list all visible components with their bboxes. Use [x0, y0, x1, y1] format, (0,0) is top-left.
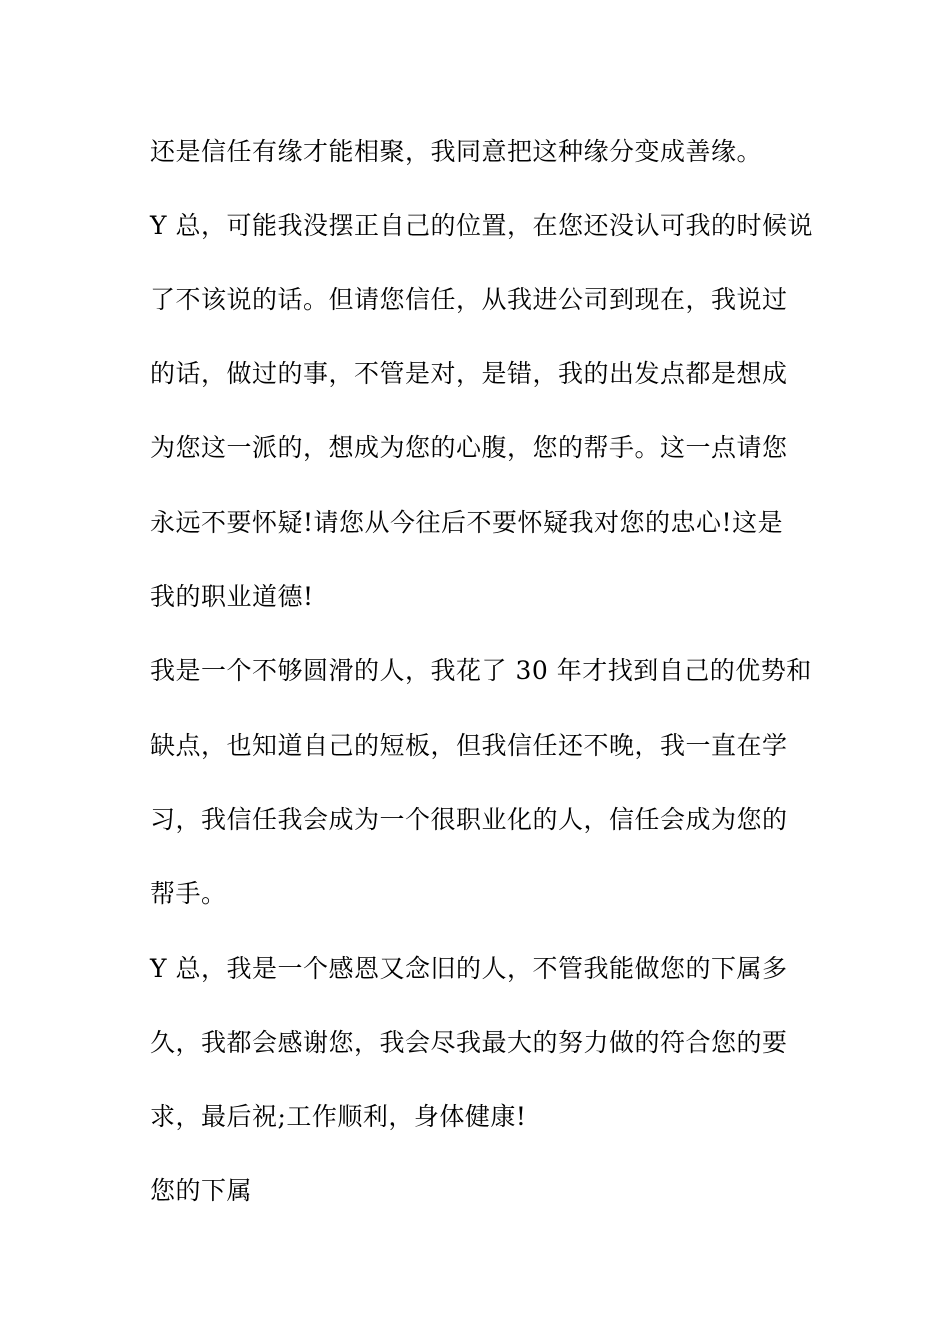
text-line: 我的职业道德! [150, 582, 314, 611]
text-line: 了不该说的话。但请您信任，从我进公司到现在，我说过 [150, 285, 788, 314]
text-line: Y 总，我是一个感恩又念旧的人，不管我能做您的下属多 [150, 954, 788, 983]
signature-line: 您的下属 [150, 1176, 253, 1205]
text-line: 缺点，也知道自己的短板，但我信任还不晚，我一直在学 [150, 731, 788, 760]
text-line: 还是信任有缘才能相聚，我同意把这种缘分变成善缘。 [150, 137, 763, 166]
text-line: Y 总，可能我没摆正自己的位置，在您还没认可我的时候说 [150, 211, 813, 240]
text-line: 的话，做过的事，不管是对，是错，我的出发点都是想成 [150, 359, 788, 388]
text-line: 永远不要怀疑!请您从今往后不要怀疑我对您的忠心!这是 [150, 508, 784, 537]
text-line: 为您这一派的，想成为您的心腹，您的帮手。这一点请您 [150, 433, 788, 462]
text-line: 求，最后祝;工作顺利，身体健康! [150, 1102, 527, 1131]
text-line: 习，我信任我会成为一个很职业化的人，信任会成为您的 [150, 805, 788, 834]
text-line: 久，我都会感谢您，我会尽我最大的努力做的符合您的要 [150, 1028, 788, 1057]
text-line: 帮手。 [150, 879, 227, 908]
text-line: 我是一个不够圆滑的人，我花了 30 年才找到自己的优势和 [150, 656, 812, 685]
